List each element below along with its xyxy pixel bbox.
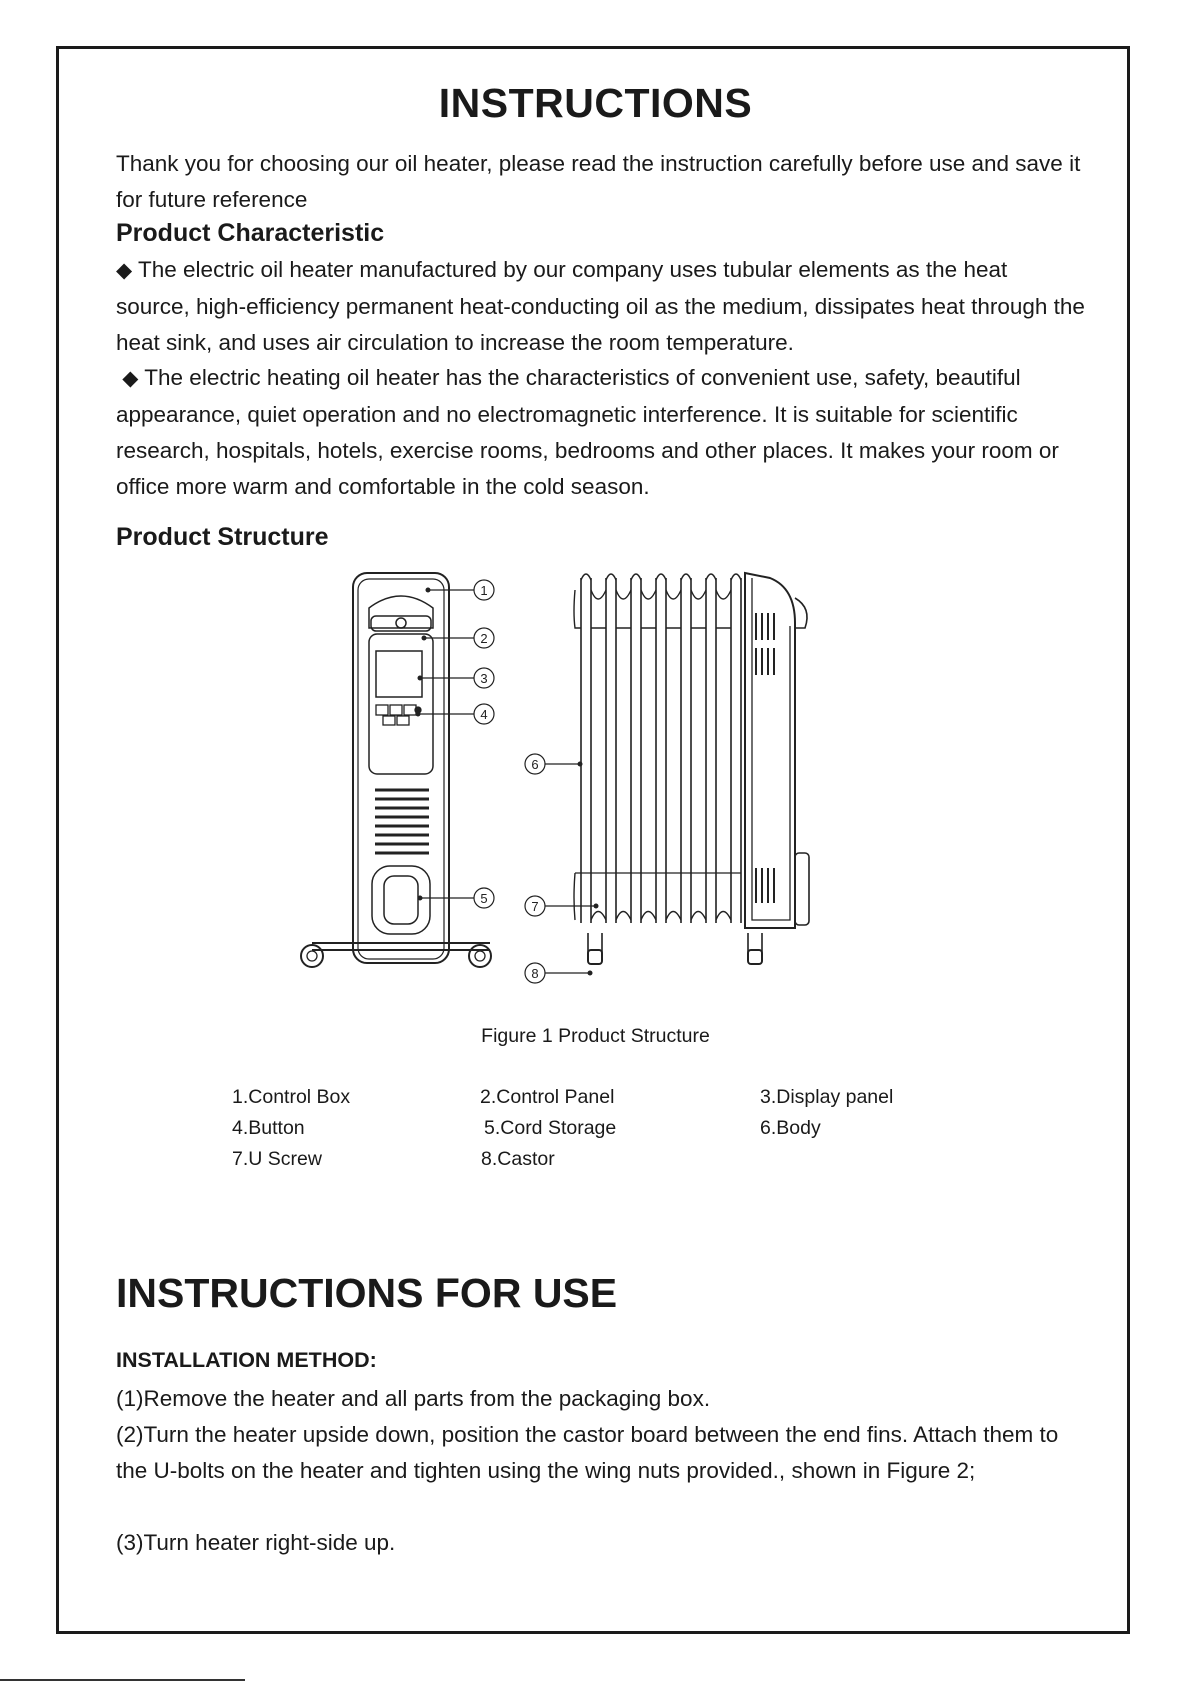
callout-4: 4 — [480, 707, 488, 722]
diamond-bullet-icon: ◆ — [122, 367, 139, 390]
structure-heading: Product Structure — [116, 523, 329, 551]
callout-8: 8 — [531, 966, 539, 981]
install-step-3: (3)Turn heater right-side up. — [116, 1530, 396, 1555]
part-item: 1.Control Box — [232, 1086, 351, 1108]
figure-caption: Figure 1 Product Structure — [481, 1025, 710, 1047]
part-item: 5.Cord Storage — [484, 1117, 617, 1139]
callout-3: 3 — [480, 671, 488, 686]
characteristic-paragraph-2 — [116, 360, 1086, 505]
characteristic-text-2: The electric heating oil heater has the characteristics of convenient use, safety, beautiful appearance, quiet operation and no electromagnetic interference. It is suitable for scientific research, hospitals, hotels, exercise rooms, bedrooms and other places. It makes your room or office more warm and comfortable in the cold season. — [116, 365, 1059, 499]
callout-5: 5 — [480, 891, 488, 906]
intro-paragraph: Thank you for choosing our oil heater, please read the instruction carefully before use and save it for future reference — [116, 151, 1081, 212]
use-heading: INSTRUCTIONS FOR USE — [116, 1270, 618, 1316]
callout-6: 6 — [531, 757, 539, 772]
product-structure-figure — [290, 568, 890, 1008]
part-item: 3.Display panel — [760, 1086, 894, 1108]
characteristic-text-1: The electric oil heater manufactured by our company uses tubular elements as the heat source, high-efficiency permanent heat-conducting oil as the medium, dissipates heat through the heat sink, and uses air circulation to increase the room temperature. — [116, 257, 1085, 355]
part-item: 7.U Screw — [232, 1148, 322, 1170]
installation-heading: INSTALLATION METHOD: — [116, 1348, 377, 1372]
part-item: 8.Castor — [481, 1148, 555, 1170]
part-item: 4.Button — [232, 1117, 305, 1139]
install-step-1: (1)Remove the heater and all parts from the packaging box. — [116, 1386, 711, 1411]
callout-7: 7 — [531, 899, 539, 914]
bottom-rule — [0, 1679, 245, 1681]
characteristic-heading: Product Characteristic — [116, 219, 385, 247]
heater-front-view — [301, 573, 491, 967]
callout-1: 1 — [480, 583, 488, 598]
part-item: 2.Control Panel — [480, 1086, 615, 1108]
page-title: INSTRUCTIONS — [438, 80, 753, 126]
heater-side-view — [574, 573, 809, 964]
characteristic-paragraph-1 — [116, 252, 1086, 361]
part-item: 6.Body — [760, 1117, 821, 1139]
callout-2: 2 — [480, 631, 488, 646]
diamond-bullet-icon: ◆ — [116, 259, 133, 282]
install-step-2: (2)Turn the heater upside down, position the castor board between the end fins. Attach them to the U-bolts on the heater and tighten using the wing nuts provided., shown in Figure 2; — [116, 1422, 1059, 1483]
